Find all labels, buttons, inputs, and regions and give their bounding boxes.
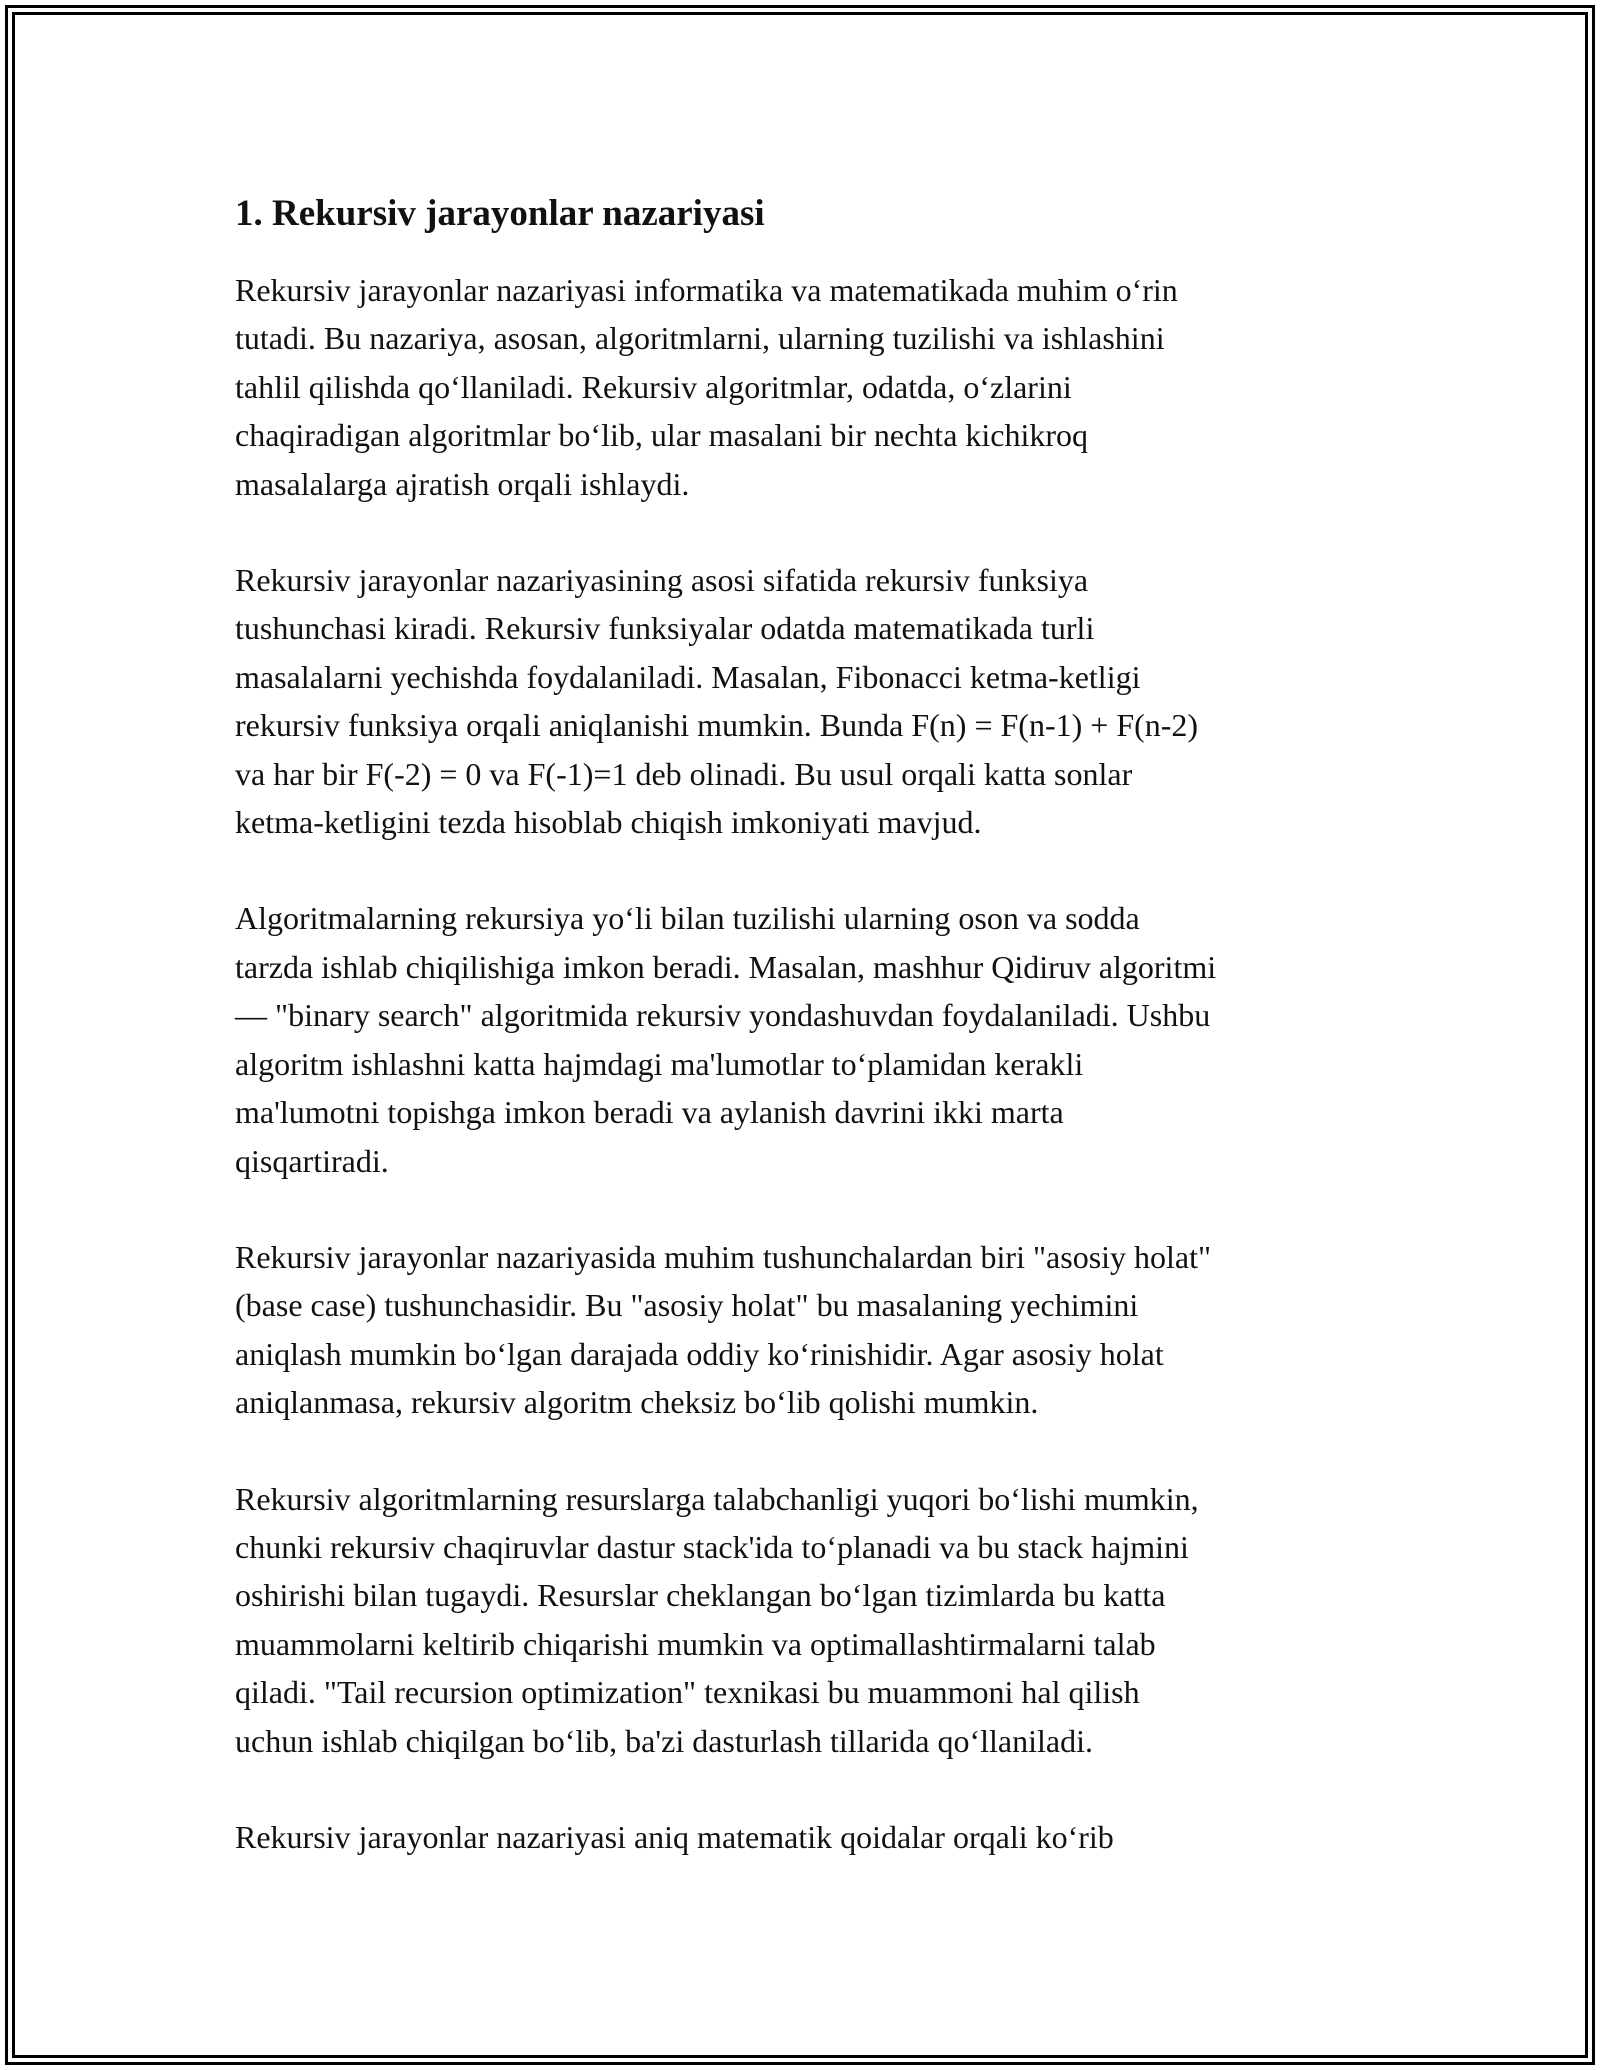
text-line: tarzda ishlab chiqilishiga imkon beradi. Masalan, mashhur Qidiruv algoritmi (235, 948, 1217, 985)
text-line: algoritm ishlashni katta hajmdagi ma'lumotlar to‘plamidan kerakli (235, 1045, 1084, 1082)
document-body (235, 186, 1375, 1909)
text-line: Rekursiv jarayonlar nazariyasi informatika va matematikada muhim o‘rin (235, 272, 1178, 308)
text-line: tushunchasi kiradi. Rekursiv funksiyalar odatda matematikada turli (235, 610, 1095, 647)
section-heading: 1. Rekursiv jarayonlar nazariyasi (235, 193, 765, 234)
paragraph-base-case (235, 1233, 1375, 1427)
text-line: masalalarga ajratish orqali ishlaydi. (235, 465, 690, 502)
text-line: muammolarni keltirib chiqarishi mumkin va optimallashtirmalarni talab (235, 1625, 1156, 1662)
text-line: (base case) tushunchasidir. Bu "asosiy holat" bu masalaning yechimini (235, 1287, 1139, 1324)
text-line: Rekursiv jarayonlar nazariyasining asosi sifatida rekursiv funksiya (235, 562, 1089, 599)
text-line: va har bir F(-2) = 0 va F(-1)=1 deb olinadi. Bu usul orqali katta sonlar (235, 755, 1133, 792)
paragraph-recursive-function (235, 556, 1375, 846)
text-line: qiladi. "Tail recursion optimization" texnikasi bu muammoni hal qilish (235, 1674, 1140, 1711)
paragraph-binary-search (235, 894, 1375, 1184)
text-line: qisqartiradi. (235, 1142, 389, 1179)
text-line: Rekursiv jarayonlar nazariyasida muhim tushunchalardan biri "asosiy holat" (235, 1238, 1212, 1275)
text-line: ma'lumotni topishga imkon beradi va aylanish davrini ikki marta (235, 1094, 1064, 1131)
text-line: masalalarni yechishda foydalaniladi. Masalan, Fibonacci ketma-ketligi (235, 658, 1141, 695)
text-line: ketma-ketligini tezda hisoblab chiqish imkoniyati mavjud. (235, 804, 982, 841)
text-line: uchun ishlab chiqilgan bo‘lib, ba'zi dasturlash tillarida qo‘llaniladi. (235, 1722, 1093, 1759)
text-line: tutadi. Bu nazariya, asosan, algoritmlarni, ularning tuzilishi va ishlashini (235, 320, 1165, 357)
text-line: Rekursiv jarayonlar nazariyasi aniq matematik qoidalar orqali ko‘rib (235, 1818, 1114, 1855)
text-line: oshirishi bilan tugaydi. Resurslar cheklangan bo‘lgan tizimlarda bu katta (235, 1577, 1166, 1614)
paragraph-resources (235, 1475, 1375, 1765)
paragraph-intro (235, 266, 1375, 508)
text-line: aniqlash mumkin bo‘lgan darajada oddiy ko‘rinishidir. Agar asosiy holat (235, 1335, 1164, 1372)
text-line: Rekursiv algoritmlarning resurslarga talabchanligi yuqori bo‘lishi mumkin, (235, 1480, 1199, 1517)
text-line: chaqiradigan algoritmlar bo‘lib, ular masalani bir nechta kichikroq (235, 417, 1089, 454)
text-line: rekursiv funksiya orqali aniqlanishi mumkin. Bunda F(n) = F(n-1) + F(n-2) (235, 707, 1199, 744)
paragraph-conclusion (235, 1813, 1375, 1861)
text-line: tahlil qilishda qo‘llaniladi. Rekursiv algoritmlar, odatda, o‘zlarini (235, 368, 1072, 405)
text-line: — "binary search" algoritmida rekursiv yondashuvdan foydalaniladi. Ushbu (235, 997, 1211, 1034)
text-line: chunki rekursiv chaqiruvlar dastur stack'ida to‘planadi va bu stack hajmini (235, 1528, 1189, 1565)
text-line: aniqlanmasa, rekursiv algoritm cheksiz bo‘lib qolishi mumkin. (235, 1384, 1039, 1421)
text-line: Algoritmalarning rekursiya yo‘li bilan tuzilishi ularning oson va sodda (235, 900, 1140, 937)
